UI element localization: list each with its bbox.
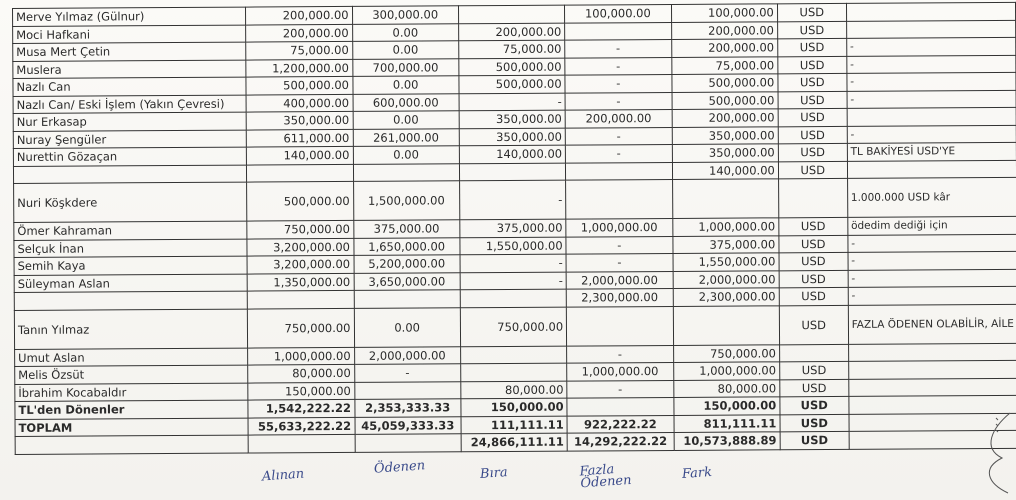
handwritten-label-fazla: Fazla Ödenen [579,462,632,492]
cell-bira [460,346,566,364]
cell-odenen: 1,500,000.00 [353,181,460,221]
cell-name: Tanın Yılmaz [14,309,247,349]
cell-fark [672,179,779,219]
cell-cur: USD [780,396,849,414]
cell-fark: 80,000.00 [673,379,779,397]
cell-cur [779,344,848,362]
cell-bira [461,363,567,381]
cell-name: Süleyman Aslan [14,274,247,293]
cell-name: TL'den Dönenler [15,400,248,419]
cell-name: Musa Mert Çetin [13,42,246,61]
cell-fark: 150,000.00 [673,397,779,415]
cell-fark: 140,000.00 [672,161,778,179]
cell-fazla: 200,000.00 [565,109,671,127]
cell-note [848,360,1016,379]
cell-alinan [248,434,354,452]
cell-fark: 500,000.00 [672,91,778,109]
cell-fark: 200,000.00 [671,39,777,57]
cell-bira: 350,000.00 [459,128,565,146]
cell-fark: 200,000.00 [671,21,777,39]
cell-fark: 500,000.00 [671,74,777,92]
cell-alinan: 1,200,000.00 [246,59,352,77]
cell-cur: USD [779,252,848,270]
cell-bira: 500,000.00 [459,75,565,93]
cell-cur: USD [779,217,848,235]
cell-alinan: 80,000.00 [248,364,354,382]
cell-fazla: 1,000,000.00 [567,362,673,380]
cell-name: Melis Özsüt [15,365,248,384]
cell-fazla [566,179,673,219]
handwritten-label-alinan: Alınan [261,466,305,485]
cell-odenen: 1,650,000.00 [353,237,459,255]
cell-odenen [354,381,460,399]
cell-fazla: 2,300,000.00 [566,288,672,306]
cell-fazla: 100,000.00 [565,4,671,22]
cell-alinan: 140,000.00 [247,146,353,164]
cell-note [847,160,1016,179]
cell-fark: 1,000,000.00 [673,362,779,380]
cell-note: - [847,55,1016,74]
cell-fark: 10,573,888.89 [674,432,780,450]
cell-alinan: 750,000.00 [247,220,353,238]
cell-alinan: 1,000,000.00 [248,347,354,365]
cell-bira: 375,000.00 [460,219,566,237]
cell-bira: 500,000.00 [459,58,565,76]
cell-alinan: 611,000.00 [246,129,352,147]
cell-bira [458,5,564,23]
cell-fark: 375,000.00 [672,235,778,253]
cell-odenen: 2,000,000.00 [354,346,460,364]
cell-cur: USD [779,270,848,288]
cell-fark: 350,000.00 [672,126,778,144]
cell-cur: USD [778,126,847,144]
cell-name: Merve Yılmaz (Gülnur) [13,7,246,26]
cell-note: FAZLA ÖDENEN OLABİLİR, AİLE [848,304,1016,344]
cell-name: İbrahim Kocabaldır [15,383,248,402]
cell-fark: 100,000.00 [671,4,777,22]
cell-odenen: 0.00 [352,76,458,94]
cell-note: ödedim dediği için [848,216,1016,235]
cell-cur: USD [779,287,848,305]
cell-alinan: 150,000.00 [248,382,354,400]
cell-cur: USD [779,235,848,253]
cell-alinan: 55,633,222.22 [248,417,354,435]
cell-note [846,2,1015,21]
cell-fark: 2,300,000.00 [673,288,779,306]
cell-cur: USD [777,3,846,21]
cell-odenen: 700,000.00 [352,58,458,76]
cell-fark: 350,000.00 [672,144,778,162]
cell-fark: 1,000,000.00 [672,218,778,236]
cell-odenen: 0.00 [353,146,459,164]
cell-fazla: - [566,236,672,254]
cell-alinan [247,164,353,182]
cell-note: - [847,125,1016,144]
cell-cur: USD [778,56,847,74]
cell-name: Ömer Kahraman [14,221,247,240]
cell-fark: 75,000.00 [671,56,777,74]
cell-fark [673,305,780,345]
cell-name [14,291,247,310]
cell-name: Umut Aslan [15,348,248,367]
cell-cur: USD [778,143,847,161]
cell-note: - [846,37,1015,56]
cell-name: Nur Erkasap [13,112,246,131]
cell-bira: - [460,272,566,290]
cell-alinan: 200,000.00 [246,6,352,24]
ledger-table [12,2,1016,455]
cell-note [849,378,1016,397]
cell-alinan: 750,000.00 [248,308,355,348]
cell-fazla: - [565,127,671,145]
cell-alinan: 200,000.00 [246,24,352,42]
cell-cur: USD [778,161,847,179]
cell-name: Nazlı Can/ Eski İşlem (Yakın Çevresi) [13,95,246,114]
cell-fazla [567,397,673,415]
cell-fark: 1,550,000.00 [673,253,779,271]
cell-cur: USD [778,73,847,91]
cell-bira: 1,550,000.00 [460,237,566,255]
cell-fazla: - [565,57,671,75]
cell-bira: 24,866,111.11 [461,433,567,451]
cell-bira: - [460,254,566,272]
cell-fazla: - [565,74,671,92]
cell-name: Moci Hafkani [13,25,246,44]
cell-fazla [567,306,674,346]
cell-fark: 811,111.11 [673,414,779,432]
cell-note: - [848,234,1016,253]
cell-fark: 200,000.00 [672,109,778,127]
cell-alinan: 500,000.00 [247,181,354,221]
cell-note [848,343,1016,362]
cell-note: - [848,269,1016,288]
cell-odenen: 0.00 [352,23,458,41]
cell-fazla: 2,000,000.00 [566,271,672,289]
cell-fark: 2,000,000.00 [673,270,779,288]
cell-bira: 150,000.00 [461,398,567,416]
table-row [14,304,1016,349]
page-edge-scribble [972,408,1012,498]
cell-fazla [565,22,671,40]
cell-odenen: 5,200,000.00 [354,255,460,273]
cell-cur: USD [780,379,849,397]
cell-note: - [847,72,1016,91]
cell-bira: 80,000.00 [461,381,567,399]
cell-odenen: 375,000.00 [353,220,459,238]
cell-odenen: 261,000.00 [353,128,459,146]
cell-note: TL BAKİYESİ USD'YE [847,142,1016,161]
cell-note: 1.000.000 USD kâr [847,177,1016,217]
cell-alinan: 3,200,000.00 [247,255,353,273]
cell-fazla: - [566,253,672,271]
cell-fazla: 922,222.22 [567,415,673,433]
cell-fazla: - [565,92,671,110]
table-row [14,177,1016,222]
cell-odenen: 0.00 [353,111,459,129]
cell-fazla: - [567,345,673,363]
cell-fazla: - [566,144,672,162]
cell-bira: 750,000.00 [460,307,567,347]
cell-cur: USD [780,414,849,432]
cell-note [847,107,1016,126]
cell-name: Nuri Köşkdere [14,182,247,222]
cell-odenen: 600,000.00 [353,93,459,111]
cell-bira [460,289,566,307]
cell-note: - [848,286,1016,305]
cell-note: - [847,90,1016,109]
cell-name: TOPLAM [15,418,248,437]
cell-name [13,165,246,184]
cell-name: Selçuk İnan [14,239,247,258]
cell-odenen [353,163,459,181]
cell-odenen: 0.00 [352,41,458,59]
cell-odenen: 45,059,333.33 [355,416,461,434]
cell-fazla: - [565,39,671,57]
cell-odenen: - [354,364,460,382]
cell-alinan: 3,200,000.00 [247,238,353,256]
cell-note: - [848,251,1016,270]
cell-alinan: 500,000.00 [246,76,352,94]
cell-bira [459,163,565,181]
cell-cur: USD [780,431,849,449]
cell-odenen: 300,000.00 [352,6,458,24]
cell-cur: USD [778,38,847,56]
cell-name: Nuray Şengüler [13,130,246,149]
cell-bira: 350,000.00 [459,110,565,128]
cell-odenen: 3,650,000.00 [354,272,460,290]
cell-bira: 75,000.00 [459,40,565,58]
cell-alinan: 75,000.00 [246,41,352,59]
cell-name: Nazlı Can [13,77,246,96]
cell-alinan: 350,000.00 [246,111,352,129]
cell-odenen: 0.00 [354,307,461,347]
handwritten-label-odenen: Ödenen [373,458,426,477]
cell-name: Muslera [13,60,246,79]
cell-bira: 200,000.00 [458,23,564,41]
cell-odenen [354,290,460,308]
cell-fazla: 14,292,222.22 [567,432,673,450]
cell-name: Semih Kaya [14,256,247,275]
cell-cur [778,178,847,217]
cell-alinan: 1,542,222.22 [248,399,354,417]
cell-fark: 750,000.00 [673,344,779,362]
cell-bira: - [459,93,565,111]
cell-odenen: 2,353,333.33 [354,399,460,417]
handwritten-label-fark: Fark [681,464,713,483]
cell-note [846,20,1015,39]
cell-name: Nurettin Gözaçan [13,147,246,166]
handwritten-label-bira: Bıra [479,465,509,482]
cell-cur: USD [778,91,847,109]
cell-alinan [247,290,353,308]
cell-cur: USD [780,361,849,379]
cell-bira: 140,000.00 [459,145,565,163]
cell-alinan: 400,000.00 [246,94,352,112]
cell-odenen [355,434,461,452]
cell-fazla: - [567,380,673,398]
cell-fazla: 1,000,000.00 [566,218,672,236]
cell-cur: USD [779,305,848,344]
cell-name [15,435,248,454]
cell-cur: USD [778,108,847,126]
cell-bira: - [459,180,566,220]
cell-cur: USD [777,21,846,39]
cell-alinan: 1,350,000.00 [247,273,353,291]
cell-bira: 111,111.11 [461,416,567,434]
cell-fazla [566,162,672,180]
